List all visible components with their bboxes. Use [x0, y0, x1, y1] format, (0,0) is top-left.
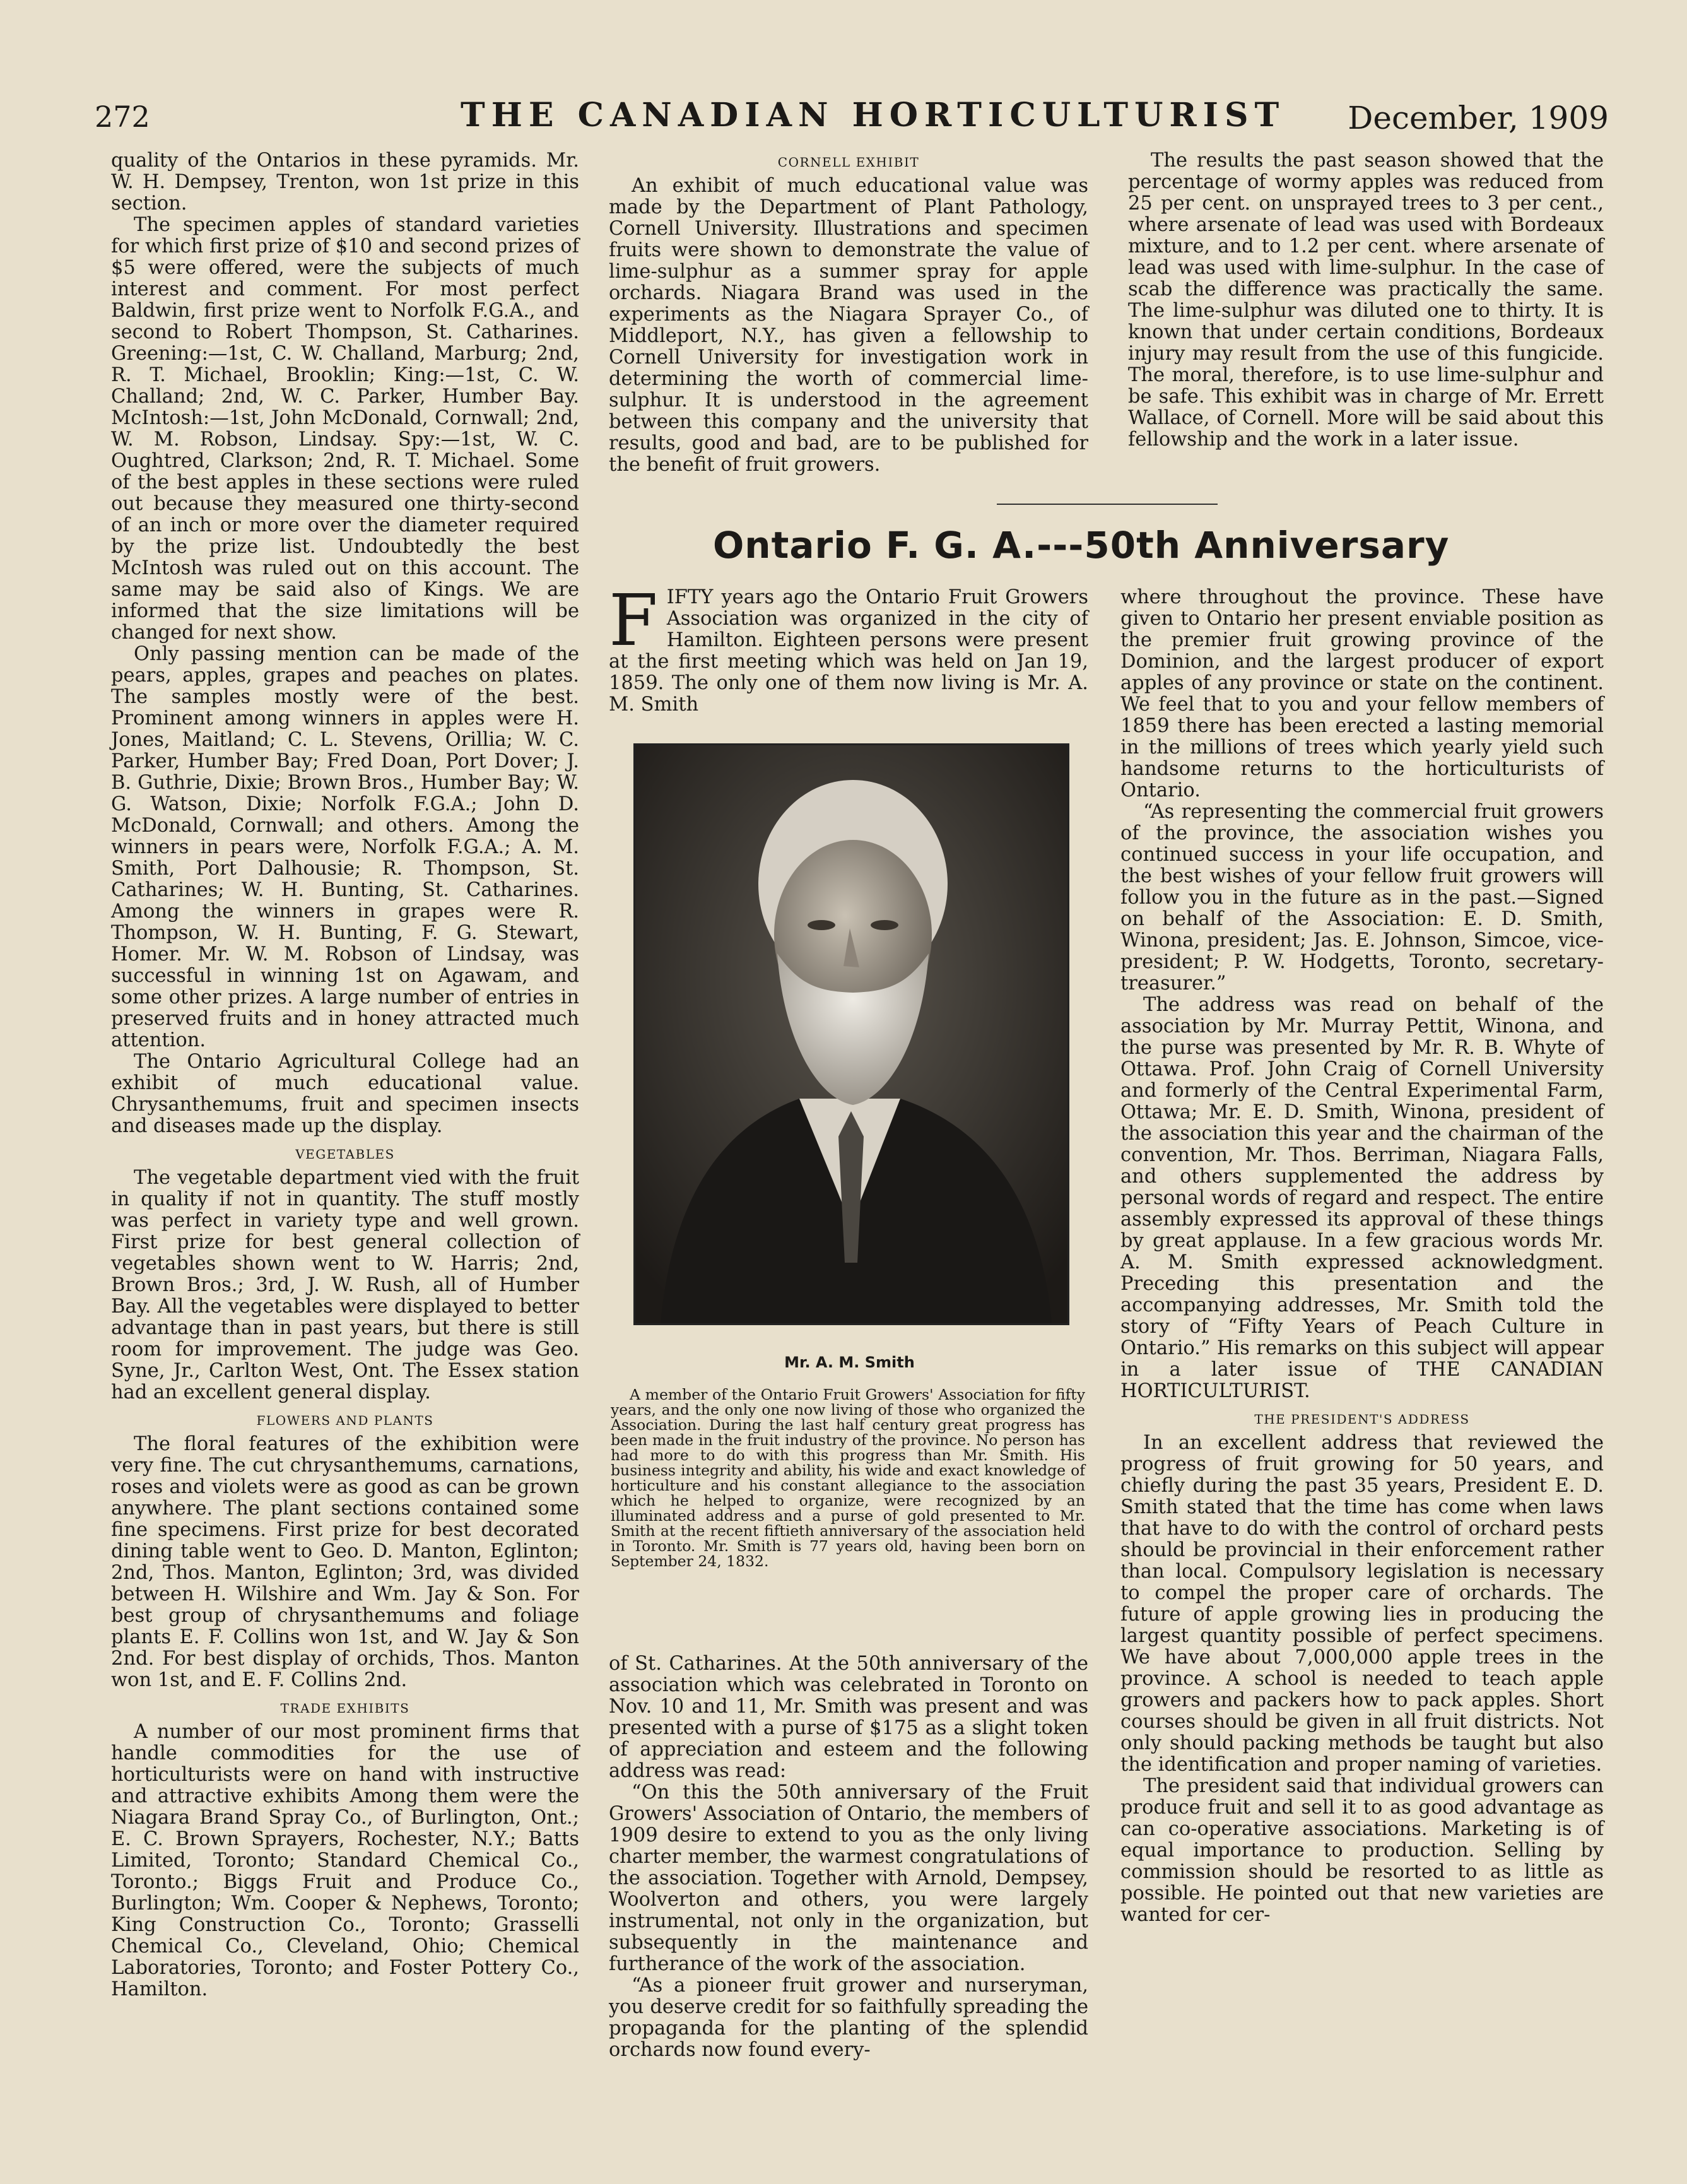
column-3-top [1128, 150, 1604, 451]
column-2-bottom [609, 1653, 1088, 2061]
paragraph: The Ontario Agricultural College had an exhibit of much educational value. Chrysanthemums, fruit and specimen insects and diseases made up the display. [111, 1051, 579, 1137]
section-heading-cornell: CORNELL EXHIBIT [777, 155, 920, 170]
photo-caption [611, 1387, 1085, 1569]
photo-caption-title: Mr. A. M. Smith [784, 1354, 915, 1371]
article-lead [609, 580, 1088, 716]
column-2-top [609, 150, 1088, 476]
issue-date: December, 1909 [1348, 100, 1609, 136]
paragraph: A number of our most prominent firms that handle commodities for the use of horticulturists were on hand with instructive and attractive exhibits Among them were the Niagara Brand Spray Co., of Burlington, Ont.; E. C. Brown Sprayers, Rochester, N.Y.; Batts Limited, Toronto; Standard Chemical Co., Toronto.; Biggs Fruit and Produce Co., Burlington; Wm. Cooper & Nephews, Toronto; King Construction Co., Toronto; Grasselli Chemical Co., Cleveland, Ohio; Chemical Laboratories, Toronto; and Foster Pottery Co., Hamilton. [111, 1721, 579, 2000]
lead-text: IFTY years ago the Ontario Fruit Growers Association was organized in the city of Hamilton. Eighteen persons were present at the first meeting which was held on Jan 19, 1859. The only one of them now living is Mr. A. M. Smith [609, 586, 1088, 716]
publication-title: THE CANADIAN HORTICULTURIST [461, 96, 1286, 134]
paragraph: The president said that individual growers can produce fruit and sell it to as good advantage as can co-operative associations. Marketing is of equal importance to production. Selling by commission should be resorted to as little as possible. He pointed out that new varieties are wanted for cer- [1120, 1775, 1604, 1926]
drop-cap: F [609, 580, 658, 662]
paragraph: “As representing the commercial fruit growers of the province, the association wishes you continued success in your life occupation, and the best wishes of your fellow fruit growers will follow you in the future as in the past.—Signed on behalf of the Association: E. D. Smith, Winona, president; Jas. E. Johnson, Simcoe, vice-president; P. W. Hodgetts, Toronto, secretary-treasurer.” [1120, 801, 1604, 995]
section-heading-flowers: FLOWERS AND PLANTS [256, 1413, 434, 1428]
paragraph: The results the past season showed that the percentage of wormy apples was reduced from 25 per cent. on unsprayed trees to 3 per cent., where arsenate of lead was used with Bordeaux mixture, and to 1.2 per cent. where arsenate of lead was used with lime-sulphur. In the case of scab the difference was practically the same. The lime-sulphur was diluted one to thirty. It is known that under certain conditions, Bordeaux injury may result from the use of this fungicide. The moral, therefore, is to use lime-sulphur and be safe. This exhibit was in charge of Mr. Errett Wallace, of Cornell. More will be said about this fellowship and the work in a later issue. [1128, 150, 1604, 451]
paragraph [609, 580, 1088, 716]
caption-text: A member of the Ontario Fruit Growers' Association for fifty years, and the only one now living of those who organized the Association. During the last half century great progress has been made in the fruit industry of the province. No person has had more to do with this progress than Mr. Smith. His business integrity and ability, his wide and exact knowledge of horticulture and his constant allegiance to the association which he helped to organize, were recognized by an illuminated address and a purse of gold presented to Mr. Smith at the recent fiftieth anniversary of the association held in Toronto. Mr. Smith is 77 years old, having been born on September 24, 1832. [611, 1386, 1085, 1570]
paragraph: In an excellent address that reviewed the progress of fruit growing for 50 years, and chiefly during the past 35 years, President E. D. Smith stated that the time has come when laws that have to do with the control of orchard pests should be provincial in their enforcement rather than local. Compulsory legislation is necessary to compel the proper care of orchards. The future of apple growing lies in producing the largest quantity possible of perfect specimens. We have about 7,000,000 apple trees in the province. A school is needed to teach apple growers and packers how to pack apples. Short courses should be given in all fruit districts. Not only should packing methods be taught but also the identification and proper naming of varieties. [1120, 1432, 1604, 1776]
portrait-photo [633, 743, 1069, 1325]
column-3-article [1120, 587, 1604, 1926]
paragraph: of St. Catharines. At the 50th anniversary of the association which was celebrated in Toronto on Nov. 10 and 11, Mr. Smith was present and was presented with a purse of $175 as a slight token of appreciation and esteem and the following address was read: [609, 1653, 1088, 1782]
paragraph: An exhibit of much educational value was made by the Department of Plant Pathology, Cornell University. Illustrations and specimen fruits were shown to demonstrate the value of lime-sulphur as a summer spray for apple orchards. Niagara Brand was used in the experiments as the Niagara Sprayer Co., of Middleport, N.Y., has given a fellowship to Cornell University for investigation work in determining the worth of commercial lime-sulphur. It is understood in the agreement between this company and the university that results, good and bad, are to be published for the benefit of fruit growers. [609, 175, 1088, 476]
divider-rule [997, 504, 1218, 505]
section-heading-trade: TRADE EXHIBITS [280, 1701, 410, 1716]
page-number: 272 [95, 100, 150, 134]
paragraph: “As a pioneer fruit grower and nurseryman, you deserve credit for so faithfully spreading the propaganda for the planting of the splendid orchards now found every- [609, 1974, 1088, 2061]
paragraph: The address was read on behalf of the association by Mr. Murray Pettit, Winona, and the purse was presented by Mr. R. B. Whyte of Ottawa. Prof. John Craig of Cornell University and formerly of the Central Experimental Farm, Ottawa; Mr. E. D. Smith, Winona, president of the association this year and the chairman of the convention, Mr. Thos. Berriman, Niagara Falls, and others supplemented the address by personal words of regard and respect. The entire assembly expressed its approval of these things by great applause. In a few gracious words Mr. A. M. Smith expressed acknowledgment. Preceding this presentation and the accompanying addresses, Mr. Smith told the story of “Fifty Years of Peach Culture in Ontario.” His remarks on this subject will appear in a later issue of THE CANADIAN HORTICULTURIST. [1120, 994, 1604, 1402]
paragraph: Only passing mention can be made of the pears, apples, grapes and peaches on plates. The samples mostly were of the best. Prominent among winners in apples were H. Jones, Maitland; C. L. Stevens, Orillia; W. C. Parker, Humber Bay; Fred Doan, Port Dover; J. B. Guthrie, Dixie; Brown Bros., Humber Bay; W. G. Watson, Dixie; Norfolk F.G.A.; John D. McDonald, Cornwall; and others. Among the winners in pears were, Norfolk F.G.A.; A. M. Smith, Port Dalhousie; R. Thompson, St. Catharines; W. H. Bunting, St. Catharines. Among the winners in grapes were R. Thompson, W. H. Bunting, F. G. Stewart, Homer. Mr. W. M. Robson of Lindsay, was successful in winning 1st on Agawam, and some other prizes. A large number of entries in preserved fruits and in honey attracted much attention. [111, 643, 579, 1051]
article-headline: Ontario F. G. A.---50th Anniversary [713, 524, 1450, 567]
paragraph: The vegetable department vied with the fruit in quality if not in quantity. The stuff mostly was perfect in variety type and well grown. First prize for best general collection of vegetables shown went to W. Harris; 2nd, Brown Bros.; 3rd, J. W. Rush, all of Humber Bay. All the vegetables were displayed to better advantage than in past years, but there is still room for improvement. The judge was Geo. Syne, Jr., Carlton West, Ont. The Essex station had an excellent general display. [111, 1167, 579, 1403]
section-heading-vegetables: VEGETABLES [295, 1147, 395, 1162]
portrait-illustration [635, 745, 1067, 1323]
section-heading-president: THE PRESIDENT'S ADDRESS [1254, 1412, 1470, 1427]
page-header [95, 95, 1609, 139]
paragraph: quality of the Ontarios in these pyramids. Mr. W. H. Dempsey, Trenton, won 1st prize in this section. [111, 150, 579, 215]
paragraph: The specimen apples of standard varieties for which first prize of $10 and second prizes of $5 were offered, were the subjects of much interest and comment. For most perfect Baldwin, first prize went to Norfolk F.G.A., and second to Robert Thompson, St. Catharines. Greening:—1st, C. W. Challand, Marburg; 2nd, R. T. Michael, Brooklin; King:—1st, C. W. Challand; 2nd, W. C. Parker, Humber Bay. McIntosh:—1st, John McDonald, Cornwall; 2nd, W. M. Robson, Lindsay. Spy:—1st, W. C. Oughtred, Clarkson; 2nd, R. T. Michael. Some of the best apples in these sections were ruled out because they measured one thirty-second of an inch or more over the diameter required by the prize list. Undoubtedly the best McIntosh was ruled out on this account. The same may be said also of Kings. We are informed that the size limitations will be changed for next show. [111, 214, 579, 644]
column-1 [111, 150, 579, 2000]
paragraph: “On this the 50th anniversary of the Fruit Growers' Association of Ontario, the members of 1909 desire to extend to you as the only living charter member, the warmest congratulations of the association. Together with Arnold, Dempsey, Woolverton and others, you were largely instrumental, not only in the organization, but subsequently in the maintenance and furtherance of the work of the association. [609, 1781, 1088, 1975]
paragraph: where throughout the province. These have given to Ontario her present enviable position as the premier fruit growing province of the Dominion, and the largest producer of export apples of any province or state on the continent. We feel that to you and your fellow members of 1859 there has been erected a lasting memorial in the millions of trees which yearly yield such handsome returns to the horticulturists of Ontario. [1120, 586, 1604, 801]
paragraph: The floral features of the exhibition were very fine. The cut chrysanthemums, carnations, roses and violets were as good as can be grown anywhere. The plant sections contained some fine specimens. First prize for best decorated dining table went to Geo. D. Manton, Eglinton; 2nd, Thos. Manton, Eglinton; 3rd, was divided between H. Wilshire and Wm. Jay & Son. For best group of chrysanthemums and foliage plants E. F. Collins won 1st, and W. Jay & Son 2nd. For best display of orchids, Thos. Manton won 1st, and E. F. Collins 2nd. [111, 1433, 579, 1691]
